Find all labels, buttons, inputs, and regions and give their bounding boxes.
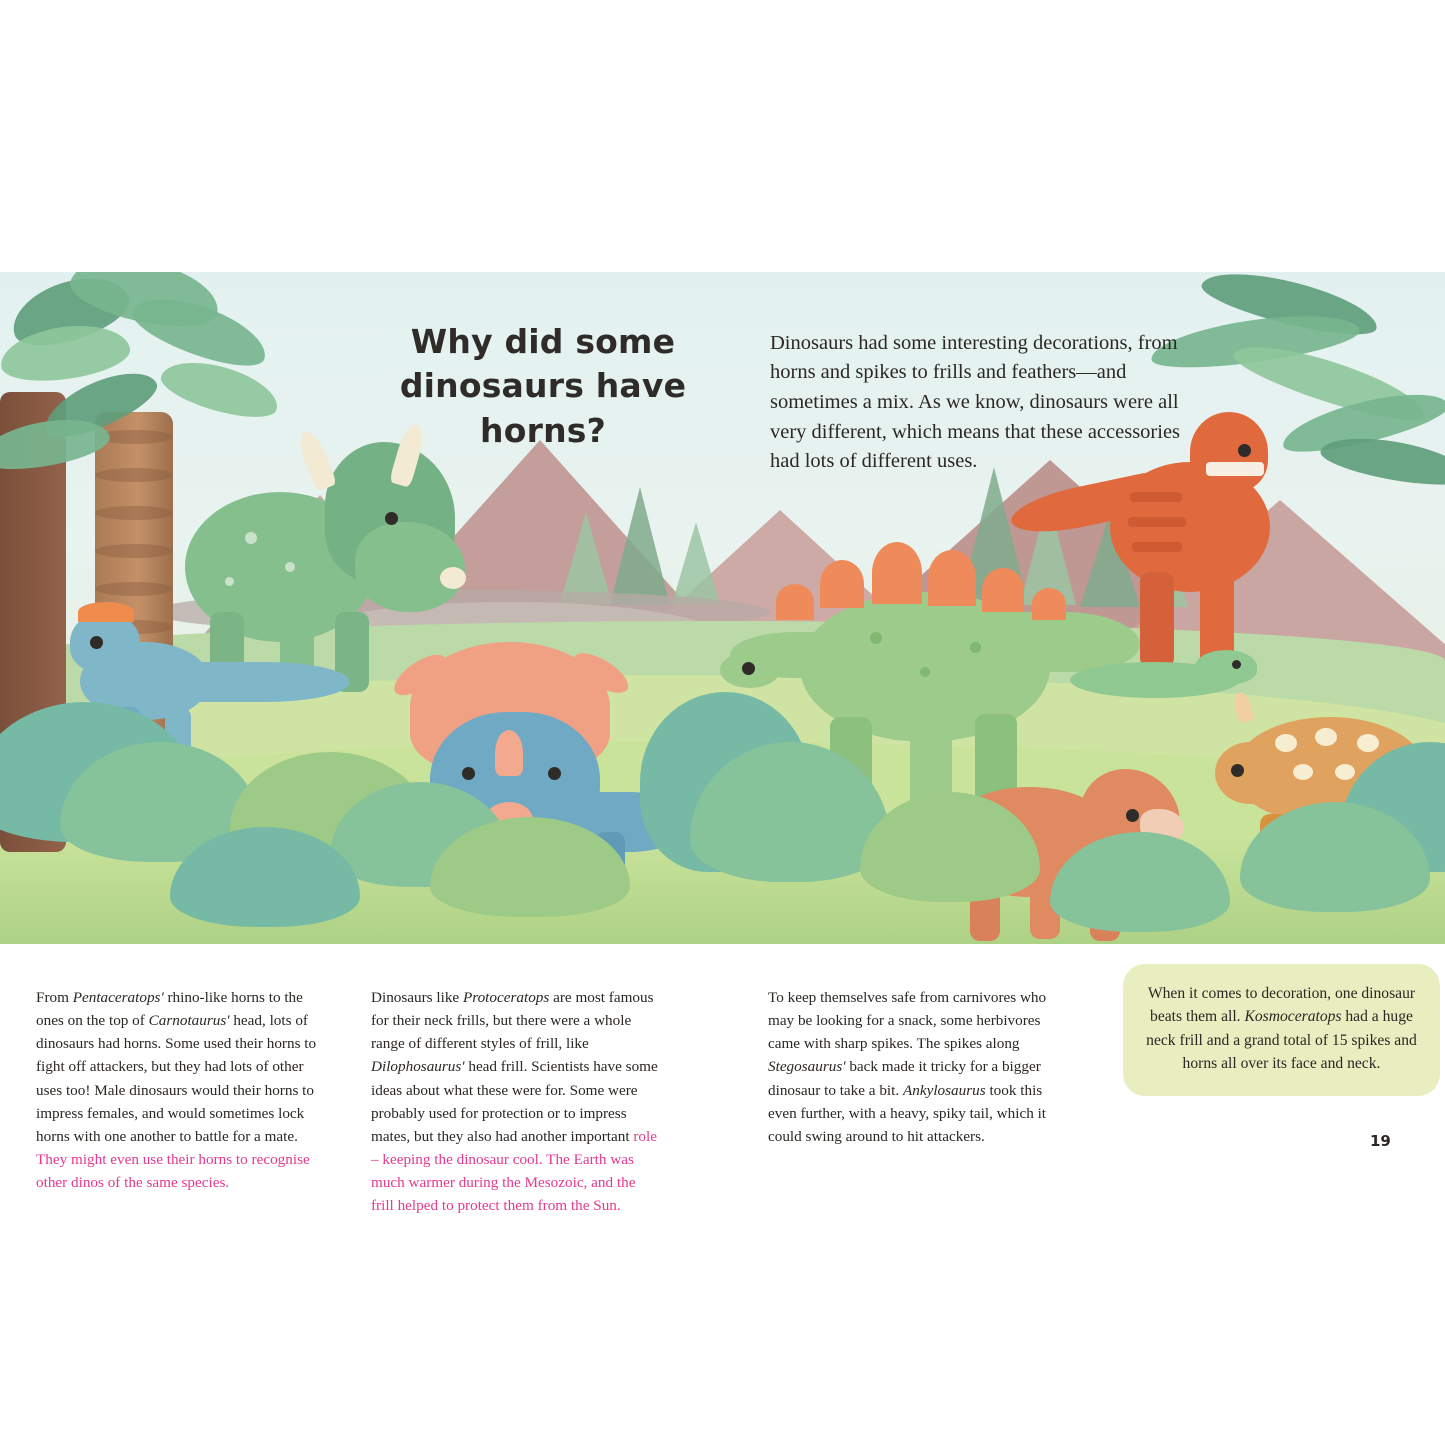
page-title: Why did some dinosaurs have horns? <box>399 322 687 450</box>
col2-text-1: Dinosaurs like <box>371 989 463 1007</box>
body-column-1 <box>36 986 326 1194</box>
col3-text-2: back made it tricky for a bigger dinosaur to take a bit. <box>768 1058 1041 1099</box>
col1-text-3: head, lots of dinosaurs had horns. Some used their horns to fight off attackers, but they had lots of other uses too! Male dinosaurs would their horns to impress females, and would sometimes lock horns with one another to battle for a mate. <box>36 1012 317 1145</box>
col3-text-3: took this even further, with a heavy, spiky tail, which it could swing around to hit attackers. <box>768 1081 1047 1145</box>
col1-italic-2: Carnotaurus' <box>148 1012 230 1030</box>
col3-italic-1: Stegosaurus' <box>768 1058 846 1076</box>
page-number: 19 <box>1370 1132 1391 1150</box>
col1-highlight: They might even use their horns to recognise other dinos of the same species. <box>36 1150 310 1191</box>
callout-text-1: When it comes to decoration, one dinosaur beats them all. <box>1147 985 1416 1026</box>
illustration-panel <box>0 272 1445 944</box>
col1-italic-1: Pentaceratops' <box>72 989 164 1007</box>
text-columns <box>0 944 1445 1215</box>
col1-text-2: rhino-like horns to the ones on the top of <box>36 989 303 1030</box>
col2-text-3: head frill. Scientists have some ideas about what these were for. Some were probably used for protection or to impress mates, but they also had another important <box>371 1058 658 1145</box>
col2-italic-1: Protoceratops <box>462 989 550 1007</box>
col1-text-1: From <box>36 989 73 1007</box>
col2-text-2: are most famous for their neck frills, but there were a whole range of different styles of frill, like <box>371 989 654 1053</box>
col3-text-1: To keep themselves safe from carnivores who may be looking for a snack, some herbivores came with sharp spikes. The spikes along <box>768 989 1047 1053</box>
body-column-2 <box>371 986 661 1217</box>
conifer-tree <box>610 487 670 605</box>
col2-italic-2: Dilophosaurus' <box>371 1058 465 1076</box>
callout-italic: Kosmoceratops <box>1244 1008 1342 1026</box>
callout-text-2: had a huge neck frill and a grand total of 15 spikes and horns all over its face and neck. <box>1146 1008 1417 1073</box>
fact-callout-box <box>1123 964 1440 1096</box>
intro-paragraph: Dinosaurs had some interesting decorations, from horns and spikes to frills and feathers—and sometimes a mix. As we know, dinosaurs were all very different, which means that these accessories had lots of different uses. <box>770 331 1181 473</box>
conifer-tree <box>560 512 612 604</box>
col2-highlight: role – keeping the dinosaur cool. The Earth was much warmer during the Mesozoic, and the frill helped to protect them from the Sun. <box>371 1127 657 1215</box>
body-column-3 <box>768 986 1064 1148</box>
col3-italic-2: Ankylosaurus <box>902 1081 986 1099</box>
conifer-tree <box>672 522 720 604</box>
